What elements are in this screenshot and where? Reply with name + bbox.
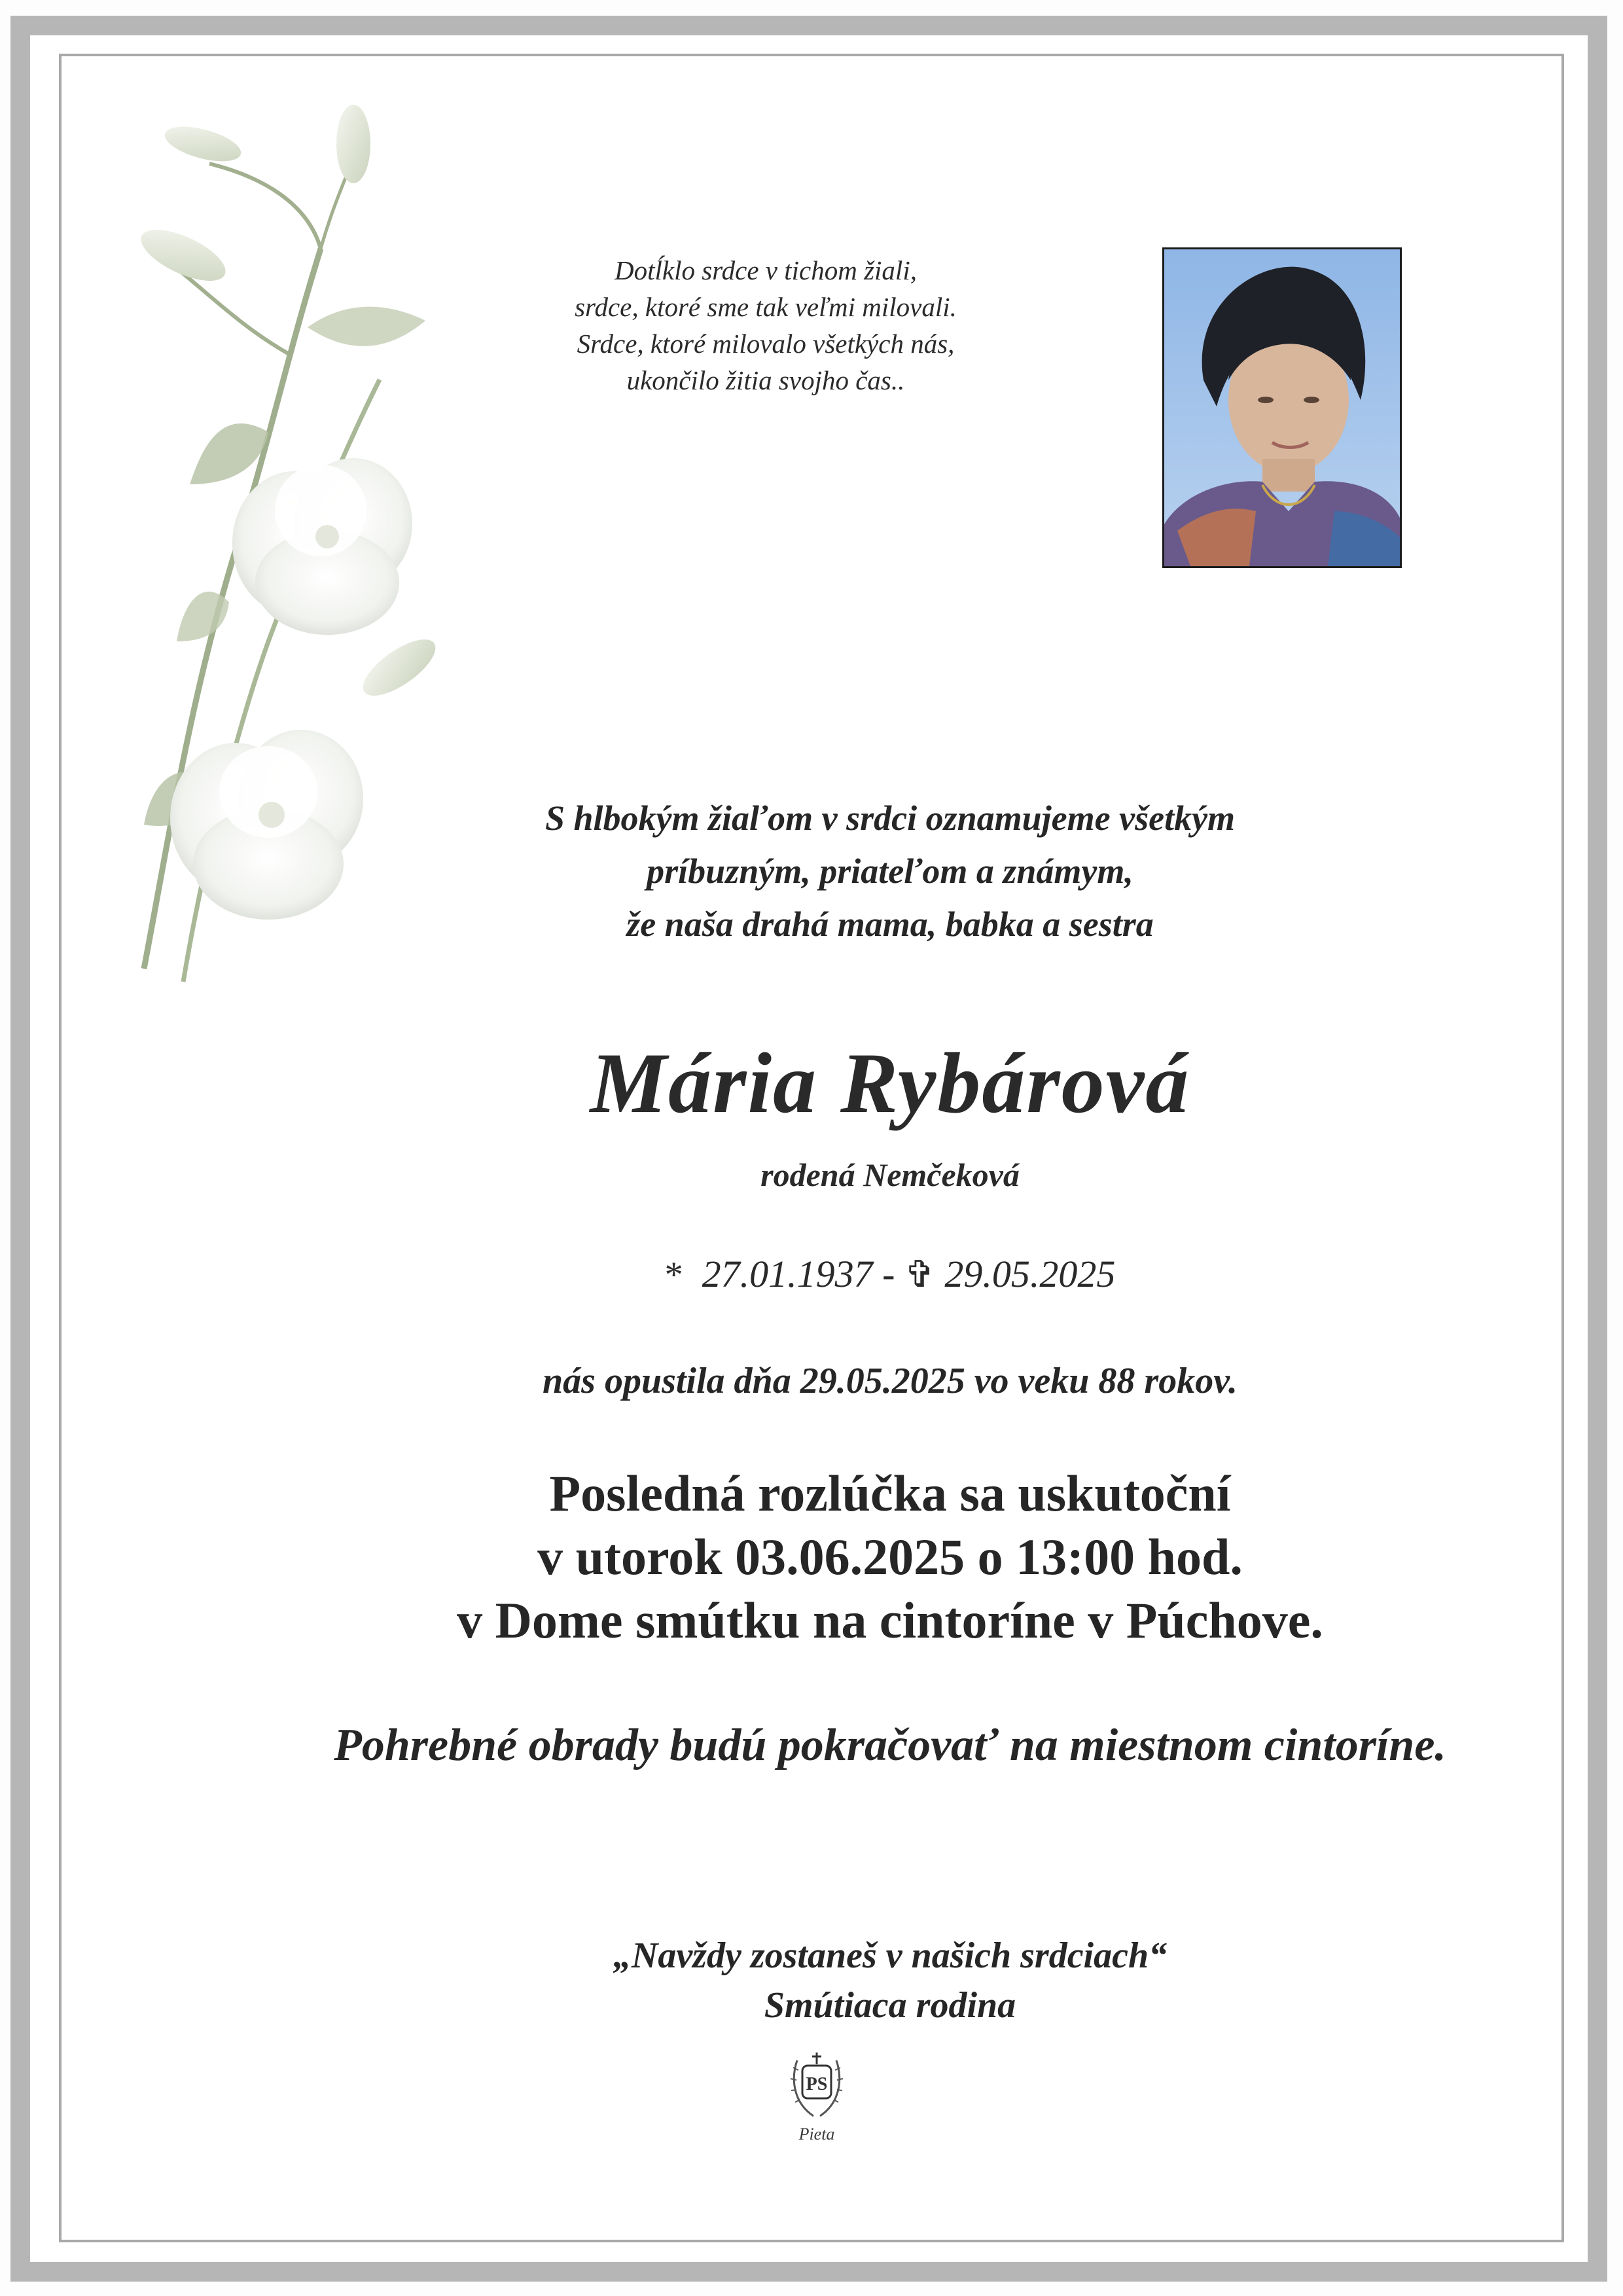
cross-icon: ✞ <box>904 1255 935 1295</box>
poem <box>497 252 1034 399</box>
announcement <box>327 792 1453 951</box>
pieta-logo <box>784 2047 849 2159</box>
logo-text: Pieta <box>798 2125 835 2144</box>
life-dates <box>327 1251 1453 1298</box>
pieta-emblem-icon <box>784 2047 849 2126</box>
maiden-name: rodená Nemčeková <box>760 1157 1020 1193</box>
family-signature: Smútiaca rodina <box>764 1985 1016 2026</box>
closing-quote: „Navždy zostaneš v našich srdciach“ <box>613 1935 1168 1976</box>
farewell-line: Posledná rozlúčka sa uskutoční <box>549 1465 1231 1522</box>
birth-star-icon: * <box>664 1255 683 1295</box>
farewell-info <box>262 1462 1518 1652</box>
farewell-line: v utorok 03.06.2025 o 13:00 hod. <box>537 1528 1243 1585</box>
portrait-image <box>1164 249 1400 566</box>
poem-line: Dotĺklo srdce v tichom žiali, <box>615 255 917 285</box>
logo-monogram: PS <box>806 2074 828 2094</box>
announcement-line: že naša drahá mama, babka a sestra <box>626 905 1154 944</box>
farewell-line: v Dome smútku na cintoríne v Púchove. <box>457 1592 1323 1649</box>
announcement-line: S hlbokým žiaľom v srdci oznamujeme všetkým <box>544 798 1236 838</box>
birth-date: 27.01.1937 - <box>702 1253 895 1295</box>
portrait-photo <box>1162 247 1402 568</box>
announcement-line: príbuzným, priateľom a známym, <box>647 852 1133 891</box>
closing <box>327 1931 1453 2030</box>
poem-line: Srdce, ktoré milovalo všetkých nás, <box>577 329 955 359</box>
poem-line: srdce, ktoré sme tak veľmi milovali. <box>575 292 957 322</box>
deceased-name: Mária Rybárová <box>590 1035 1190 1131</box>
death-notice-line: nás opustila dňa 29.05.2025 vo veku 88 rokov. <box>543 1361 1238 1401</box>
funeral-rites-line: Pohrebné obrady budú pokračovať na miestnom cintoríne. <box>334 1720 1446 1770</box>
poem-line: ukončilo žitia svojho čas.. <box>626 365 905 395</box>
death-date: 29.05.2025 <box>944 1253 1116 1295</box>
